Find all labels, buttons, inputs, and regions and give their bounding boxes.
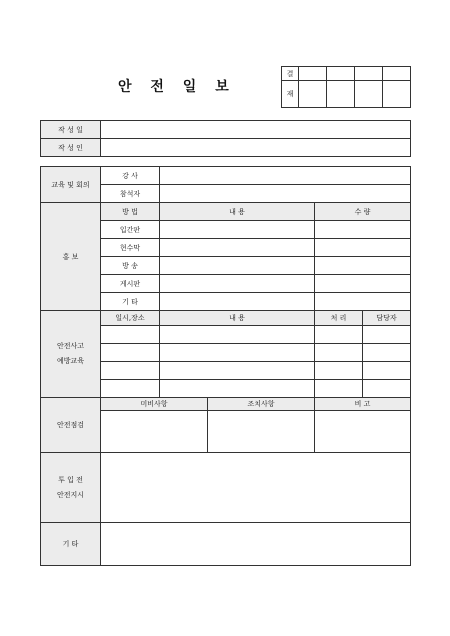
promo-quantity-field[interactable] bbox=[315, 293, 411, 311]
deficiency-field[interactable] bbox=[101, 411, 208, 453]
attendees-field[interactable] bbox=[160, 185, 411, 203]
accident-handling-field[interactable] bbox=[315, 344, 363, 362]
promo-quantity-field[interactable] bbox=[315, 275, 411, 293]
approval-box bbox=[281, 66, 411, 108]
safety-check-label: 안전점검 bbox=[41, 398, 101, 453]
accident-content-field[interactable] bbox=[160, 380, 315, 398]
accident-datetime-field[interactable] bbox=[101, 362, 160, 380]
promo-method: 입간판 bbox=[101, 221, 160, 239]
etc-field[interactable] bbox=[101, 523, 411, 566]
promo-method: 현수막 bbox=[101, 239, 160, 257]
promo-col-method: 방 법 bbox=[101, 203, 160, 221]
edu-row-label: 강 사 bbox=[101, 167, 160, 185]
document-title: 안 전 일 보 bbox=[118, 79, 236, 95]
accident-handling-field[interactable] bbox=[315, 326, 363, 344]
lecturer-field[interactable] bbox=[160, 167, 411, 185]
accident-handling-field[interactable] bbox=[315, 380, 363, 398]
header-info-table bbox=[40, 120, 411, 157]
accident-content-field[interactable] bbox=[160, 326, 315, 344]
approval-sign-cell[interactable] bbox=[383, 81, 411, 108]
promo-content-field[interactable] bbox=[160, 293, 315, 311]
approval-cell[interactable] bbox=[383, 67, 411, 81]
accident-datetime-field[interactable] bbox=[101, 380, 160, 398]
check-col-remarks: 비 고 bbox=[315, 398, 411, 411]
date-field[interactable] bbox=[101, 121, 411, 139]
promo-content-field[interactable] bbox=[160, 275, 315, 293]
promo-col-quantity: 수 량 bbox=[315, 203, 411, 221]
accident-col-content: 내 용 bbox=[160, 311, 315, 326]
promo-content-field[interactable] bbox=[160, 257, 315, 275]
edu-row-label: 참석자 bbox=[101, 185, 160, 203]
accident-manager-field[interactable] bbox=[363, 380, 411, 398]
accident-manager-field[interactable] bbox=[363, 326, 411, 344]
promo-label: 홍 보 bbox=[41, 203, 101, 311]
accident-col-handling: 처 리 bbox=[315, 311, 363, 326]
pre-input-label-line1: 투 입 전 bbox=[58, 475, 83, 484]
accident-handling-field[interactable] bbox=[315, 362, 363, 380]
check-col-action: 조치사항 bbox=[208, 398, 315, 411]
remarks-field[interactable] bbox=[315, 411, 411, 453]
author-label: 작 성 인 bbox=[41, 139, 101, 157]
promo-quantity-field[interactable] bbox=[315, 257, 411, 275]
promo-method: 방 송 bbox=[101, 257, 160, 275]
promo-content-field[interactable] bbox=[160, 221, 315, 239]
accident-datetime-field[interactable] bbox=[101, 344, 160, 362]
promo-method: 게시판 bbox=[101, 275, 160, 293]
main-form-table bbox=[40, 166, 411, 566]
accident-label-line1: 안전사고 bbox=[56, 342, 85, 350]
promo-col-content: 내 용 bbox=[160, 203, 315, 221]
promo-method: 기 타 bbox=[101, 293, 160, 311]
date-label: 작 성 일 bbox=[41, 121, 101, 139]
accident-manager-field[interactable] bbox=[363, 344, 411, 362]
approval-cell[interactable] bbox=[327, 67, 355, 81]
pre-input-field[interactable] bbox=[101, 453, 411, 523]
accident-col-manager: 담당자 bbox=[363, 311, 411, 326]
pre-input-label-line2: 안전지시 bbox=[56, 490, 85, 499]
pre-input-label bbox=[41, 453, 101, 523]
approval-cell[interactable] bbox=[355, 67, 383, 81]
approval-label-1: 결 bbox=[282, 67, 299, 81]
author-field[interactable] bbox=[101, 139, 411, 157]
accident-content-field[interactable] bbox=[160, 362, 315, 380]
approval-sign-cell[interactable] bbox=[299, 81, 327, 108]
action-field[interactable] bbox=[208, 411, 315, 453]
accident-manager-field[interactable] bbox=[363, 362, 411, 380]
accident-label-line2: 예방교육 bbox=[56, 357, 85, 365]
promo-content-field[interactable] bbox=[160, 239, 315, 257]
approval-sign-cell[interactable] bbox=[327, 81, 355, 108]
approval-cell[interactable] bbox=[299, 67, 327, 81]
check-col-deficiency: 미비사항 bbox=[101, 398, 208, 411]
accident-col-datetime: 일시,장소 bbox=[101, 311, 160, 326]
approval-label-2: 재 bbox=[282, 81, 299, 108]
promo-quantity-field[interactable] bbox=[315, 239, 411, 257]
approval-sign-cell[interactable] bbox=[355, 81, 383, 108]
edu-label: 교육 및 회의 bbox=[41, 167, 101, 203]
etc-label: 기 타 bbox=[41, 523, 101, 566]
accident-edu-label bbox=[41, 311, 101, 398]
accident-content-field[interactable] bbox=[160, 344, 315, 362]
accident-datetime-field[interactable] bbox=[101, 326, 160, 344]
promo-quantity-field[interactable] bbox=[315, 221, 411, 239]
